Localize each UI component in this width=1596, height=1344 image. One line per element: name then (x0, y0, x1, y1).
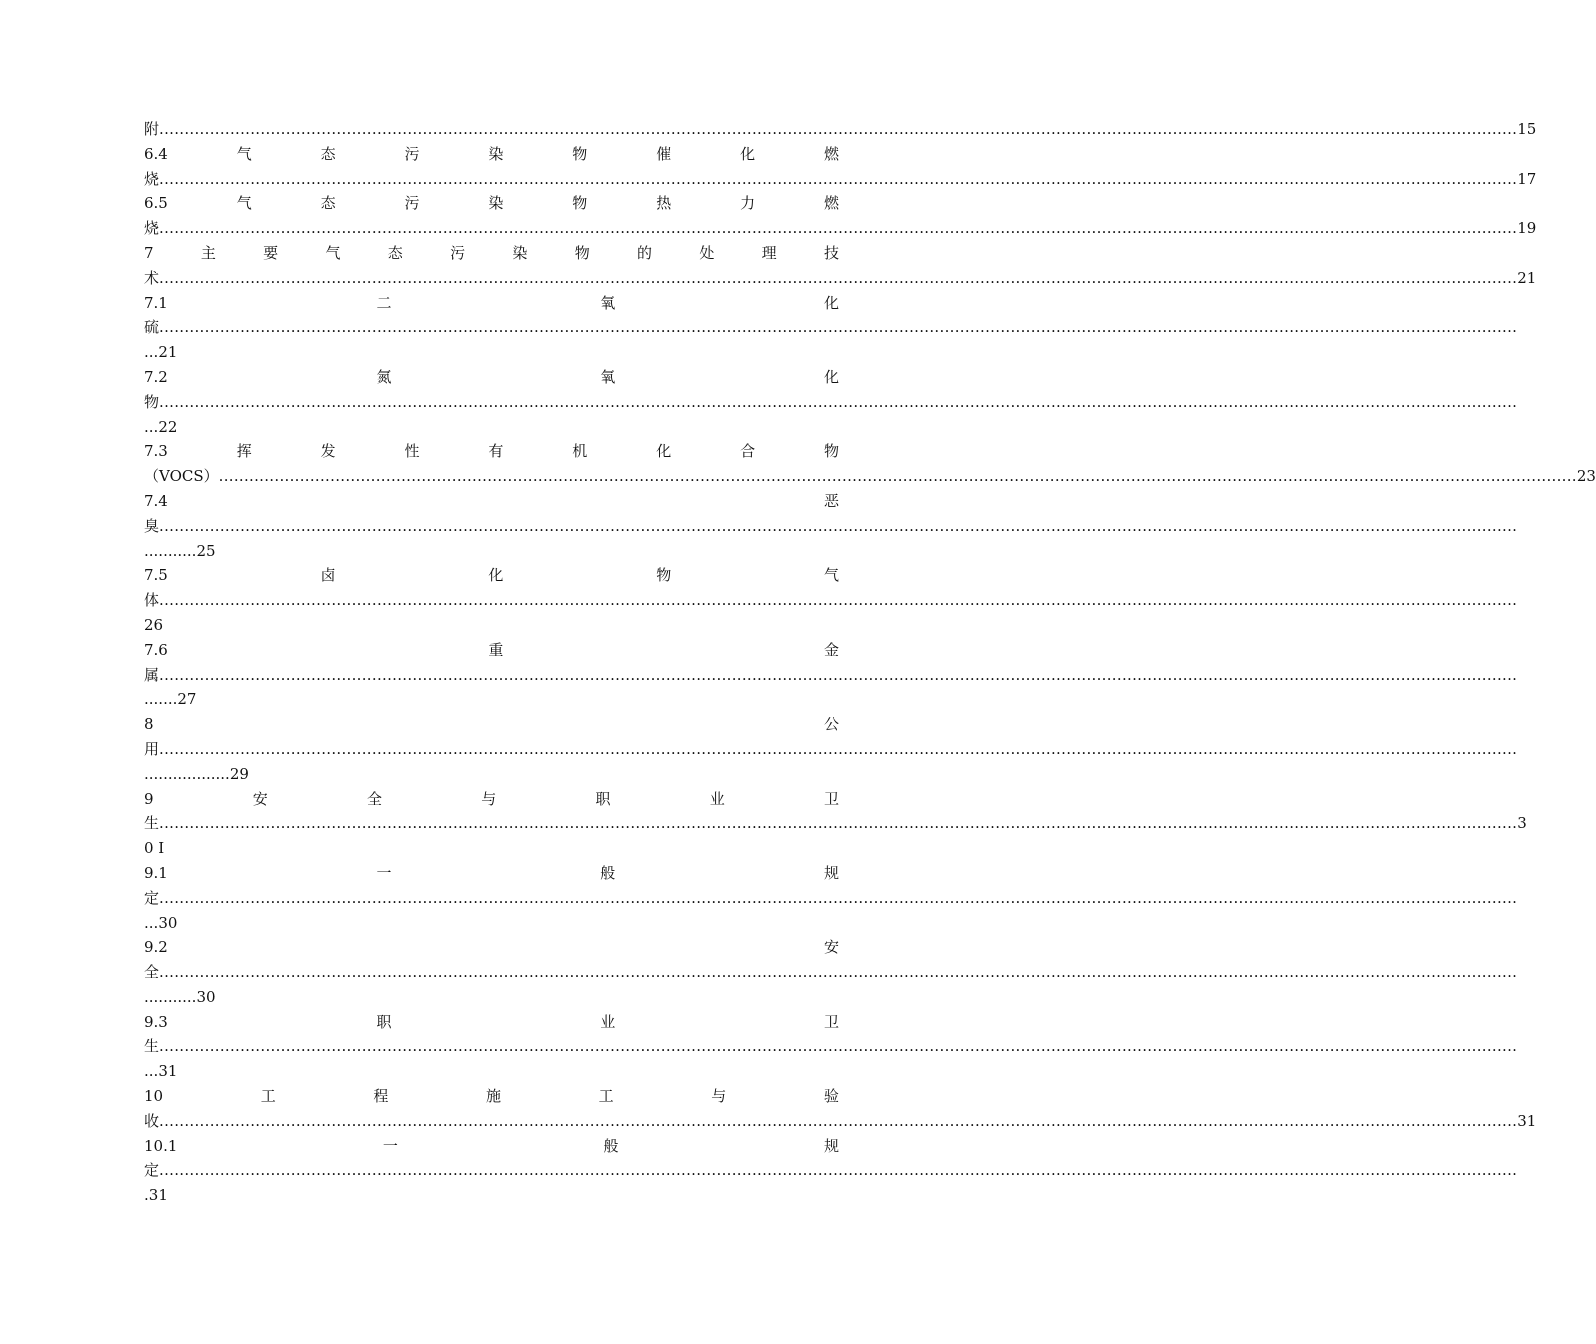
toc-page-number: 29 (229, 764, 249, 783)
toc-heading-fragment: 态 (320, 194, 336, 213)
toc-leader-line (144, 588, 809, 613)
toc-page-number: 3 (1517, 814, 1527, 833)
toc-heading-fragment: 程 (373, 1087, 389, 1106)
toc-page-number: 22 (158, 417, 178, 436)
toc-leader-dots (159, 811, 1517, 836)
toc-heading-fragment: 力 (740, 194, 756, 213)
toc-entry-text: 26 (144, 615, 164, 634)
toc-leader-line (144, 737, 819, 762)
toc-heading-fragment: 氧 (600, 367, 616, 386)
toc-leader-dots: ... (144, 417, 159, 436)
toc-heading-line (144, 142, 839, 167)
toc-entry-text: 物 (144, 392, 160, 411)
toc-heading-fragment: 7.1 (144, 293, 168, 312)
toc-heading-fragment: 主 (200, 243, 216, 262)
toc-heading-line (144, 935, 839, 960)
toc-leader-line (144, 167, 1537, 192)
toc-heading-fragment: 6.4 (144, 144, 168, 163)
toc-leader-line (144, 613, 204, 638)
toc-entry-text: 臭 (144, 516, 160, 535)
table-of-contents (144, 117, 1596, 1208)
toc-heading-fragment: 催 (656, 144, 672, 163)
toc-leader-line (144, 811, 1527, 836)
toc-leader-line (144, 985, 224, 1010)
toc-heading-fragment: 燃 (823, 144, 839, 163)
toc-page-number: 27 (177, 690, 197, 709)
toc-heading-fragment: 燃 (823, 194, 839, 213)
toc-heading-line (144, 489, 839, 514)
toc-heading-fragment: 热 (656, 194, 672, 213)
toc-entry-text: 生 (144, 814, 160, 833)
toc-leader-dots: ... (144, 913, 159, 932)
toc-heading-fragment: 7.4 (144, 491, 168, 510)
toc-leader-line (144, 886, 839, 911)
toc-leader-line (144, 687, 204, 712)
toc-heading-line (144, 638, 839, 663)
toc-leader-dots (159, 167, 1517, 192)
toc-heading-fragment: 染 (488, 194, 504, 213)
toc-entry-text: 定 (144, 888, 160, 907)
toc-heading-fragment: 挥 (236, 442, 252, 461)
toc-heading-line (144, 365, 839, 390)
toc-heading-fragment: 气 (823, 566, 839, 585)
toc-heading-line (144, 787, 839, 812)
toc-heading-fragment: 业 (709, 789, 725, 808)
toc-entry-text: 体 (144, 591, 160, 610)
toc-leader-line (144, 539, 224, 564)
toc-leader-dots: .................. (144, 764, 230, 783)
toc-heading-line (144, 191, 839, 216)
toc-heading-fragment: 与 (481, 789, 497, 808)
toc-heading-fragment: 氧 (600, 293, 616, 312)
toc-heading-fragment: 气 (236, 144, 252, 163)
toc-leader-line (144, 464, 1596, 489)
toc-leader-line (144, 911, 204, 936)
toc-heading-fragment: 有 (488, 442, 504, 461)
toc-entry-text: 收 (144, 1111, 160, 1130)
toc-heading-fragment: 物 (572, 144, 588, 163)
toc-leader-dots: . (144, 1186, 149, 1205)
toc-heading-fragment: 9 (144, 789, 154, 808)
toc-heading-fragment: 污 (404, 144, 420, 163)
toc-heading-fragment: 污 (450, 243, 466, 262)
toc-heading-fragment: 染 (512, 243, 528, 262)
toc-heading-fragment: 机 (572, 442, 588, 461)
toc-heading-fragment: 8 (144, 715, 154, 734)
toc-heading-fragment: 工 (598, 1087, 614, 1106)
toc-leader-dots (159, 588, 1517, 613)
toc-entry-text: 属 (144, 665, 160, 684)
toc-leader-line (144, 762, 249, 787)
toc-entry-text: 全 (144, 963, 160, 982)
toc-heading-fragment: 一 (382, 1136, 398, 1155)
toc-leader-dots (159, 1109, 1517, 1134)
toc-heading-fragment: 7.2 (144, 367, 168, 386)
toc-heading-fragment: 10 (144, 1087, 164, 1106)
toc-leader-dots (159, 315, 1517, 340)
toc-heading-fragment: 重 (488, 640, 504, 659)
toc-heading-fragment: 6.5 (144, 194, 168, 213)
toc-heading-fragment: 化 (823, 367, 839, 386)
toc-heading-fragment: 职 (595, 789, 611, 808)
toc-leader-line (144, 1183, 184, 1208)
toc-leader-dots (159, 1158, 1517, 1183)
toc-heading-fragment: 要 (263, 243, 279, 262)
toc-heading-fragment: 公 (823, 715, 839, 734)
toc-heading-fragment: 性 (404, 442, 420, 461)
toc-heading-fragment: 化 (656, 442, 672, 461)
toc-entry-text: 生 (144, 1037, 160, 1056)
toc-leader-dots: ... (144, 1062, 159, 1081)
toc-heading-fragment: 物 (574, 243, 590, 262)
toc-heading-fragment: 的 (637, 243, 653, 262)
toc-heading-fragment: 污 (404, 194, 420, 213)
toc-heading-line (144, 861, 839, 886)
toc-heading-fragment: 一 (376, 863, 392, 882)
toc-heading-fragment: 7 (144, 243, 154, 262)
toc-heading-fragment: 发 (320, 442, 336, 461)
toc-heading-fragment: 7.6 (144, 640, 168, 659)
toc-heading-fragment: 般 (603, 1136, 619, 1155)
toc-heading-fragment: 安 (823, 938, 839, 957)
toc-leader-line (144, 340, 204, 365)
toc-heading-fragment: 氮 (376, 367, 392, 386)
toc-leader-line (144, 117, 1537, 142)
toc-heading-fragment: 全 (367, 789, 383, 808)
toc-page-number: 31 (1517, 1111, 1537, 1130)
toc-heading-fragment: 验 (823, 1087, 839, 1106)
toc-entry-text: （VOCS） (144, 467, 219, 486)
toc-heading-fragment: 规 (823, 863, 839, 882)
toc-page-number: 21 (1517, 268, 1537, 287)
toc-leader-line (144, 266, 1537, 291)
toc-heading-fragment: 气 (325, 243, 341, 262)
toc-page-number: 17 (1517, 169, 1537, 188)
toc-page-number: 31 (158, 1062, 178, 1081)
toc-heading-line (144, 439, 839, 464)
toc-heading-fragment: 施 (486, 1087, 502, 1106)
toc-heading-fragment: 技 (823, 243, 839, 262)
toc-leader-dots: ........... (144, 987, 197, 1006)
toc-entry-text: 附 (144, 120, 160, 138)
toc-heading-fragment: 态 (387, 243, 403, 262)
toc-heading-fragment: 10.1 (144, 1136, 178, 1155)
toc-heading-fragment: 与 (711, 1087, 727, 1106)
toc-leader-dots: ....... (144, 690, 178, 709)
toc-entry-text: 烧 (144, 169, 160, 188)
toc-heading-fragment: 物 (823, 442, 839, 461)
toc-leader-line (144, 1059, 204, 1084)
toc-heading-line (144, 712, 839, 737)
toc-leader-dots (159, 886, 1517, 911)
toc-heading-line (144, 1134, 839, 1159)
toc-leader-dots (159, 960, 1517, 985)
toc-heading-fragment: 处 (699, 243, 715, 262)
toc-entry-text: 用 (144, 739, 160, 758)
toc-page-number: 31 (148, 1186, 168, 1205)
toc-heading-fragment: 恶 (823, 491, 839, 510)
toc-heading-fragment: 物 (572, 194, 588, 213)
toc-leader-line (144, 836, 204, 861)
toc-heading-fragment: 态 (320, 144, 336, 163)
toc-entry-text: 术 (144, 268, 160, 287)
toc-heading-fragment: 9.1 (144, 863, 168, 882)
toc-heading-fragment: 7.3 (144, 442, 168, 461)
toc-entry-text: 0 I (144, 839, 165, 858)
toc-page-number: 19 (1517, 219, 1537, 238)
toc-heading-fragment: 气 (236, 194, 252, 213)
toc-leader-line (144, 663, 839, 688)
toc-heading-fragment: 业 (600, 1012, 616, 1031)
toc-leader-line (144, 390, 839, 415)
toc-heading-line (144, 1010, 839, 1035)
toc-heading-fragment: 卫 (823, 789, 839, 808)
toc-heading-fragment: 安 (252, 789, 268, 808)
toc-leader-dots (159, 390, 1517, 415)
toc-entry-text: 烧 (144, 219, 160, 238)
toc-heading-fragment: 二 (376, 293, 392, 312)
toc-heading-fragment: 合 (740, 442, 756, 461)
toc-leader-dots (159, 266, 1517, 291)
toc-leader-dots: ........... (144, 541, 197, 560)
toc-page-number: 21 (158, 343, 178, 362)
toc-page-number: 25 (196, 541, 216, 560)
toc-page-number: 30 (158, 913, 178, 932)
toc-heading-fragment: 卤 (320, 566, 336, 585)
toc-leader-dots (159, 737, 1517, 762)
toc-heading-line (144, 291, 839, 316)
toc-leader-dots (159, 514, 1517, 539)
toc-leader-line (144, 315, 839, 340)
toc-leader-dots (159, 117, 1517, 142)
toc-heading-fragment: 般 (600, 863, 616, 882)
toc-heading-fragment: 卫 (823, 1012, 839, 1031)
toc-leader-line (144, 1109, 1537, 1134)
toc-leader-dots: ... (144, 343, 159, 362)
toc-leader-line (144, 960, 839, 985)
toc-heading-fragment: 9.2 (144, 938, 168, 957)
toc-page-number: 23 (1576, 467, 1596, 486)
toc-entry-text: 定 (144, 1161, 160, 1180)
toc-heading-fragment: 理 (761, 243, 777, 262)
toc-entry-text: 硫 (144, 318, 160, 337)
toc-heading-fragment: 染 (488, 144, 504, 163)
toc-heading-fragment: 规 (823, 1136, 839, 1155)
toc-leader-line (144, 514, 839, 539)
toc-heading-fragment: 化 (488, 566, 504, 585)
toc-heading-line (144, 1084, 839, 1109)
toc-heading-fragment: 9.3 (144, 1012, 168, 1031)
toc-leader-dots (159, 1034, 1517, 1059)
toc-leader-dots (159, 216, 1517, 241)
toc-heading-fragment: 职 (376, 1012, 392, 1031)
toc-heading-fragment: 化 (823, 293, 839, 312)
toc-leader-line (144, 216, 1537, 241)
toc-page-number: 15 (1517, 120, 1537, 138)
toc-heading-line (144, 563, 839, 588)
toc-leader-dots (159, 663, 1517, 688)
toc-leader-line (144, 1034, 839, 1059)
toc-leader-line (144, 1158, 830, 1183)
toc-heading-fragment: 7.5 (144, 566, 168, 585)
toc-heading-fragment: 化 (740, 144, 756, 163)
toc-heading-fragment: 金 (823, 640, 839, 659)
toc-page-number: 30 (196, 987, 216, 1006)
toc-leader-line (144, 415, 204, 440)
toc-heading-fragment: 物 (656, 566, 672, 585)
toc-heading-line (144, 241, 839, 266)
toc-leader-dots (219, 464, 1577, 489)
toc-heading-fragment: 工 (260, 1087, 276, 1106)
